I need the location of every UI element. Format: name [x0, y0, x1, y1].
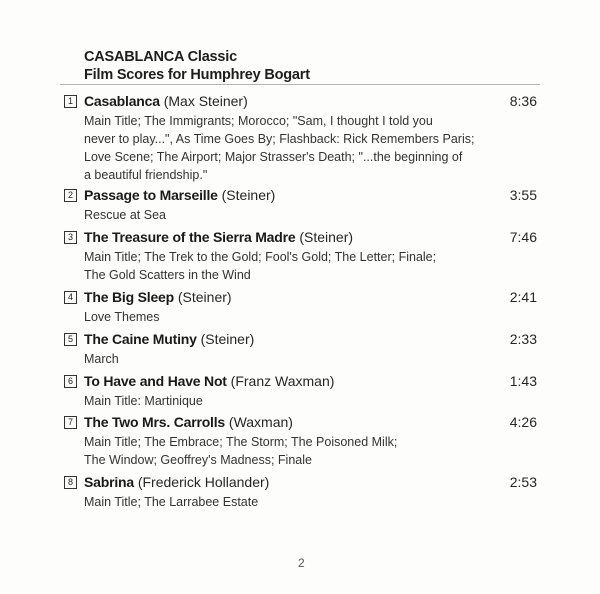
description-line: never to play...", As Time Goes By; Flashback: Rick Remembers Paris; [84, 132, 475, 146]
track-duration: 3:55 [509, 187, 537, 203]
description-line: The Gold Scatters in the Wind [84, 268, 251, 282]
track-duration: 2:33 [509, 331, 537, 347]
track-heading [84, 331, 254, 348]
track-title: Sabrina [84, 474, 134, 490]
track-number-box: 8 [64, 476, 77, 489]
track-heading [84, 229, 353, 246]
track-composer: (Steiner) [221, 187, 276, 203]
track-heading [84, 373, 334, 390]
track-description [84, 206, 504, 224]
description-line: Rescue at Sea [84, 208, 166, 222]
description-line: Main Title: Martinique [84, 394, 203, 408]
track-title: The Two Mrs. Carrolls [84, 414, 226, 430]
track-composer: (Waxman) [228, 414, 293, 430]
track-number-box: 3 [64, 231, 77, 244]
track-composer: (Frederick Hollander) [137, 474, 270, 490]
track-description [84, 392, 504, 410]
track-composer: (Steiner) [200, 331, 255, 347]
description-line: Main Title; The Embrace; The Storm; The Poisoned Milk; [84, 435, 398, 449]
track-duration: 7:46 [509, 229, 537, 245]
track-heading [84, 474, 269, 491]
description-line: March [84, 352, 119, 366]
album-title: CASABLANCA Classic [84, 49, 237, 65]
track-title: The Treasure of the Sierra Madre [84, 229, 296, 245]
description-line: The Window; Geoffrey's Madness; Finale [84, 453, 312, 467]
track-number-box: 5 [64, 333, 77, 346]
track-description [84, 112, 504, 184]
track-composer: (Steiner) [177, 289, 232, 305]
track-title: Casablanca [84, 93, 160, 109]
track-duration: 2:53 [509, 474, 537, 490]
track-description [84, 248, 504, 284]
track-description [84, 493, 504, 511]
track-heading [84, 289, 232, 306]
track-composer: (Franz Waxman) [230, 373, 335, 389]
track-title: The Caine Mutiny [84, 331, 197, 347]
track-description [84, 350, 504, 368]
description-line: Main Title; The Immigrants; Morocco; "Sam, I thought I told you [84, 114, 433, 128]
track-title: To Have and Have Not [84, 373, 227, 389]
track-number-box: 2 [64, 189, 77, 202]
track-duration: 4:26 [509, 414, 537, 430]
track-heading [84, 93, 248, 110]
track-description [84, 433, 504, 469]
track-title: Passage to Marseille [84, 187, 218, 203]
description-line: a beautiful friendship." [84, 168, 208, 182]
header-divider [60, 84, 540, 85]
track-duration: 2:41 [509, 289, 537, 305]
track-composer: (Max Steiner) [163, 93, 248, 109]
description-line: Love Scene; The Airport; Major Strasser's Death; "...the beginning of [84, 150, 463, 164]
track-number-box: 4 [64, 291, 77, 304]
track-duration: 8:36 [509, 93, 537, 109]
track-number-box: 6 [64, 375, 77, 388]
track-composer: (Steiner) [299, 229, 354, 245]
description-line: Main Title; The Larrabee Estate [84, 495, 259, 509]
page-number: 2 [298, 556, 305, 570]
track-heading [84, 414, 293, 431]
track-number-box: 1 [64, 95, 77, 108]
album-subtitle: Film Scores for Humphrey Bogart [84, 67, 310, 83]
track-heading [84, 187, 275, 204]
track-number-box: 7 [64, 416, 77, 429]
description-line: Love Themes [84, 310, 160, 324]
track-title: The Big Sleep [84, 289, 174, 305]
track-description [84, 308, 504, 326]
track-duration: 1:43 [509, 373, 537, 389]
booklet-header [84, 48, 310, 84]
description-line: Main Title; The Trek to the Gold; Fool's Gold; The Letter; Finale; [84, 250, 437, 264]
